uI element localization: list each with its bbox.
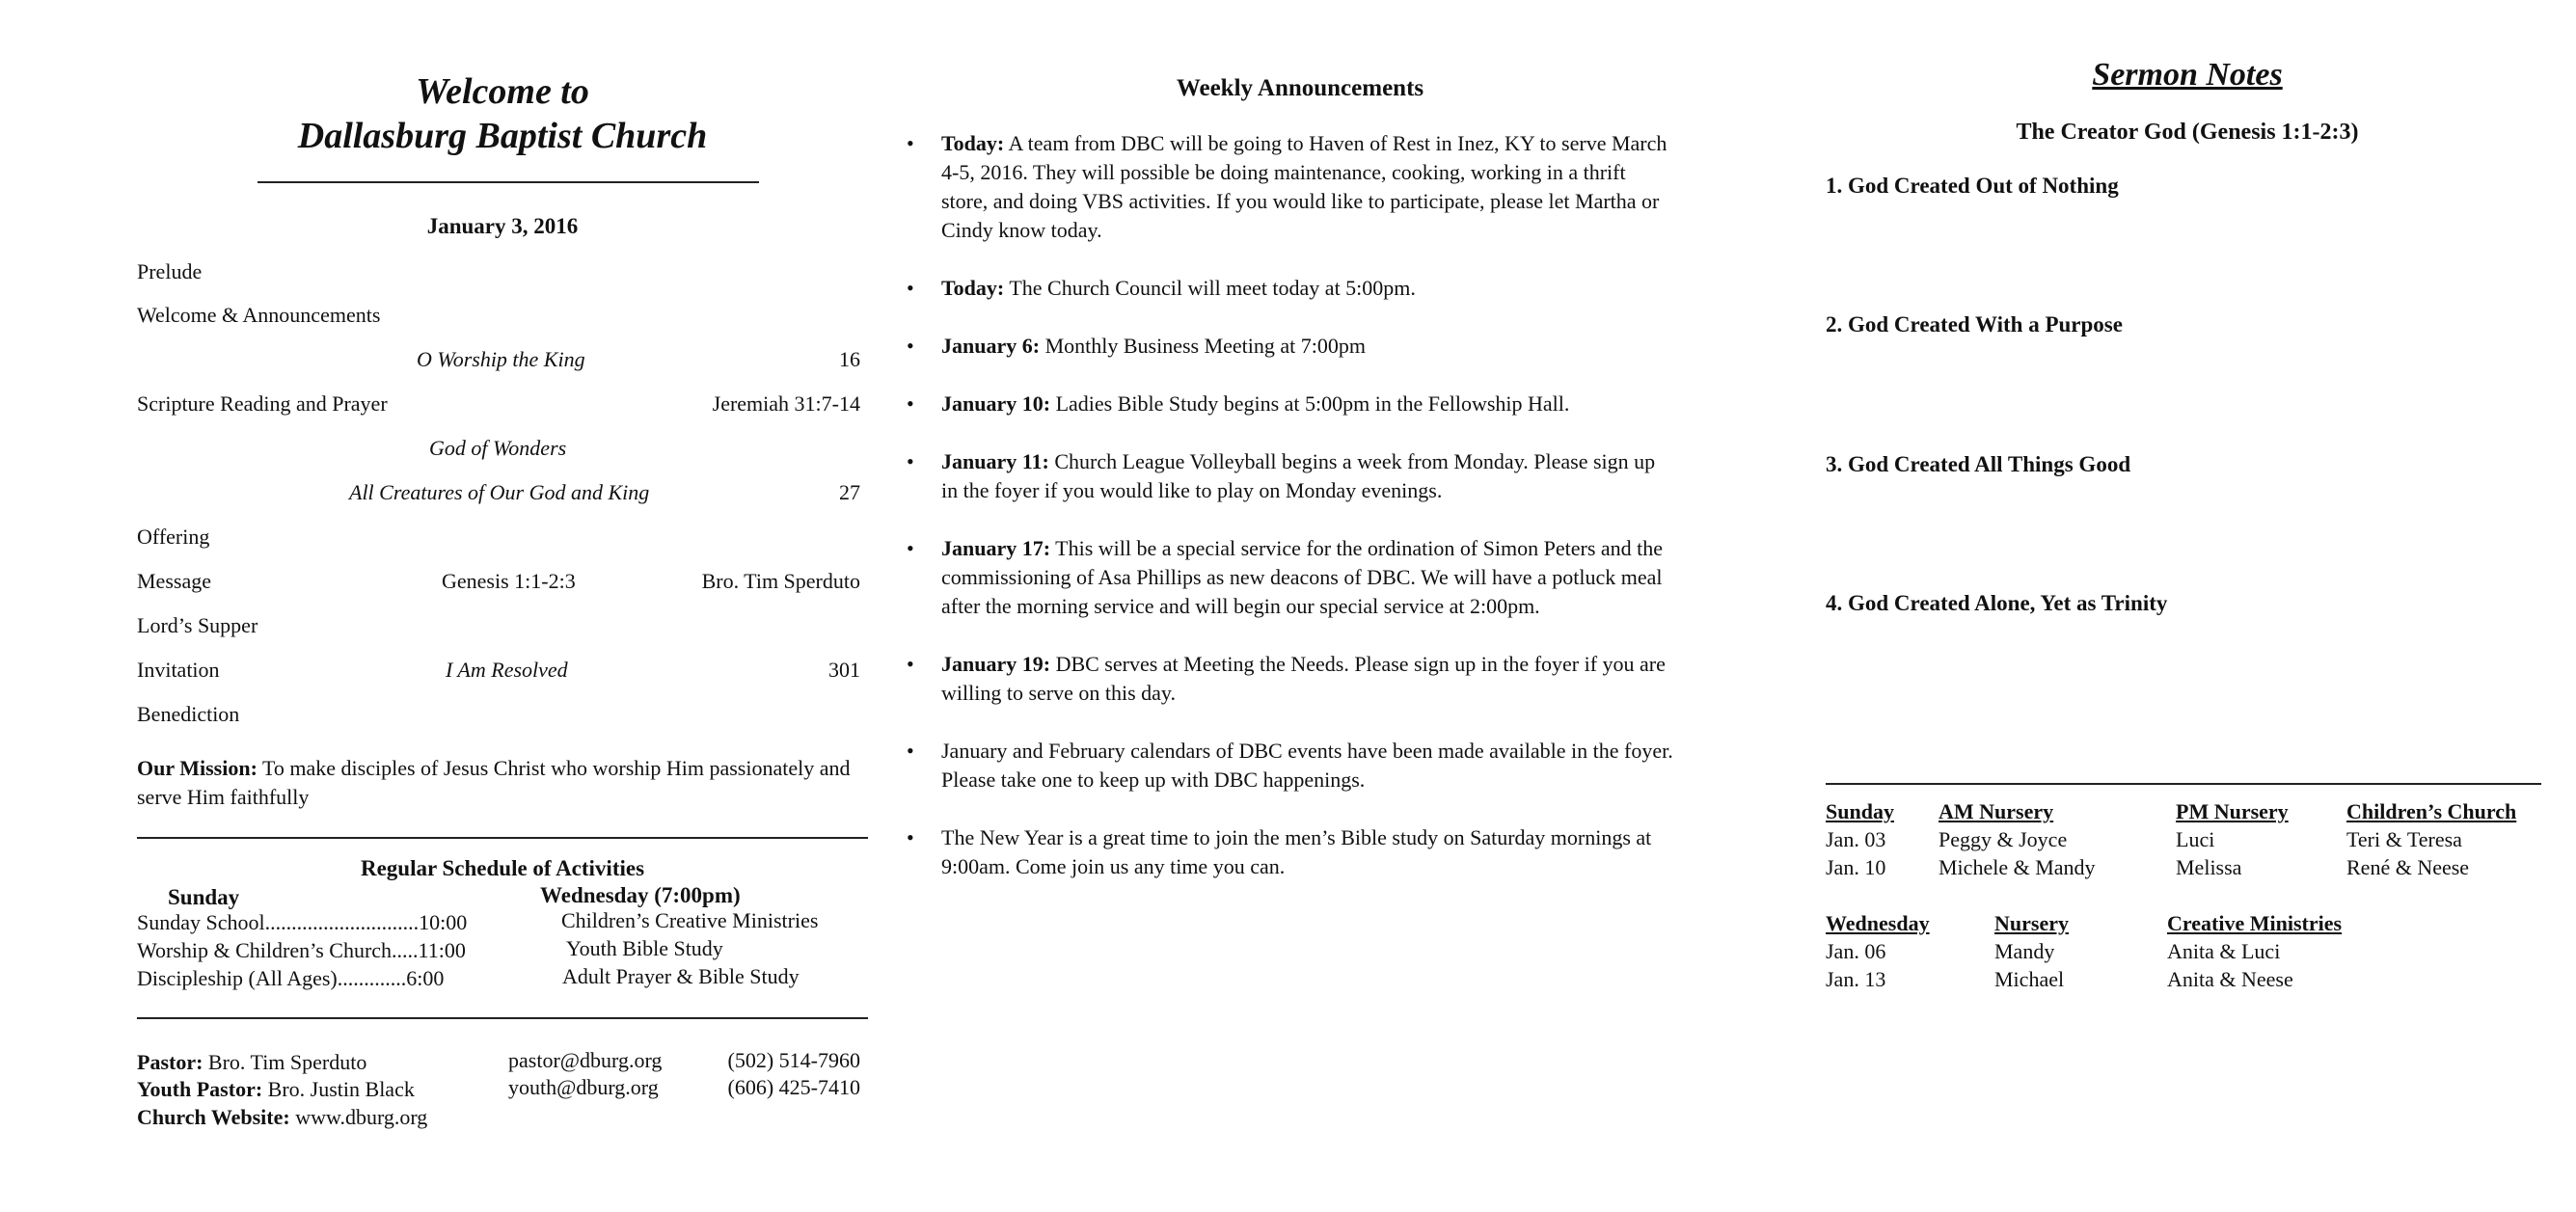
sunday-activity: Sunday School.............................10:00	[137, 910, 468, 934]
message: Message	[137, 569, 211, 593]
service-date: January 3, 2016	[426, 214, 579, 238]
schedule-title: Regular Schedule of Activities	[360, 856, 645, 880]
nursery-volunteers: Mandy	[1994, 939, 2055, 963]
announcement-item	[924, 274, 1676, 303]
wednesday-header: Wednesday (7:00pm)	[540, 883, 741, 907]
pastor-phone: (502) 514-7960	[727, 1048, 860, 1072]
section-divider	[137, 1017, 868, 1019]
sermon-point: 4. God Created Alone, Yet as Trinity	[1826, 591, 2168, 615]
announcement-text: The New Year is a great time to join the men’s Bible study on Saturday mornings at 9:00am. Come join us any time you can.	[941, 825, 1652, 878]
pm-nursery-header: PM Nursery	[2176, 799, 2289, 823]
announcement-text: Ladies Bible Study begins at 5:00pm in the Fellowship Hall.	[1050, 391, 1570, 416]
announcement-item	[924, 650, 1676, 708]
offering: Offering	[137, 525, 210, 549]
nursery-volunteers: Michael	[1994, 967, 2065, 991]
song-title: God of Wonders	[429, 436, 567, 460]
website-label: Church Website:	[137, 1105, 290, 1129]
website-line	[137, 1104, 427, 1132]
sunday-activity: Discipleship (All Ages).............6:00	[137, 966, 445, 990]
youth-pastor-line	[137, 1076, 415, 1104]
announcement-date: January 11:	[941, 449, 1049, 473]
announcement-text: This will be a special service for the ordination of Simon Peters and the commissioning of Asa Phillips as new deacons of DBC. We will have a potluck meal after the morning service and will begin our special service at 2:00pm.	[941, 536, 1664, 618]
message-reference: Genesis 1:1-2:3	[442, 569, 576, 593]
youth-pastor-phone: (606) 425-7410	[727, 1075, 860, 1099]
heading-divider	[258, 181, 759, 183]
pastor-name: Bro. Tim Sperduto	[207, 1050, 367, 1074]
announcement-text: Monthly Business Meeting at 7:00pm	[1040, 334, 1367, 358]
prelude: Prelude	[137, 259, 203, 283]
scripture-reference: Jeremiah 31:7-14	[712, 391, 860, 416]
sunday-nursery-header: Sunday	[1826, 799, 1894, 823]
nursery-volunteers: Peggy & Joyce	[1939, 827, 2068, 851]
sermon-point: 3. God Created All Things Good	[1826, 452, 2131, 476]
announcements-title: Weekly Announcements	[1176, 75, 1424, 101]
announcement-item	[924, 447, 1676, 505]
sermon-notes-title: Sermon Notes	[2092, 57, 2283, 93]
wednesday-activity: Children’s Creative Ministries	[561, 908, 819, 932]
hymn-number: 27	[839, 480, 860, 504]
am-nursery-header: AM Nursery	[1939, 799, 2054, 823]
nursery-date: Jan. 13	[1826, 967, 1886, 991]
mission-label: Our Mission:	[137, 756, 258, 780]
song-title: All Creatures of Our God and King	[349, 480, 650, 504]
welcome-heading	[137, 69, 868, 158]
announcement-item	[924, 390, 1676, 418]
nursery-volunteers: Luci	[2176, 827, 2215, 851]
nursery-date: Jan. 10	[1826, 855, 1886, 879]
announcement-item	[924, 737, 1676, 795]
youth-pastor-email: youth@dburg.org	[508, 1075, 659, 1099]
sermon-point: 1. God Created Out of Nothing	[1826, 174, 2119, 198]
pastor-email: pastor@dburg.org	[508, 1048, 663, 1072]
youth-pastor-name: Bro. Justin Black	[267, 1077, 415, 1101]
pastor-label: Pastor:	[137, 1050, 203, 1074]
wednesday-activity: Youth Bible Study	[566, 936, 723, 960]
hymn-number: 301	[828, 658, 860, 682]
youth-pastor-label: Youth Pastor:	[137, 1077, 263, 1101]
announcement-date: January 19:	[941, 652, 1051, 676]
sermon-point: 2. God Created With a Purpose	[1826, 312, 2123, 337]
announcement-date: Today:	[941, 131, 1005, 155]
benediction: Benediction	[137, 702, 240, 726]
announcement-text: January and February calendars of DBC events have been made available in the foyer. Please take one to keep up with DBC happenings.	[941, 739, 1673, 792]
announcement-item	[924, 129, 1676, 245]
welcome-line-1: Welcome to	[416, 71, 589, 112]
announcement-item	[924, 823, 1676, 881]
nursery-volunteers: Anita & Neese	[2167, 967, 2293, 991]
scripture-reading: Scripture Reading and Prayer	[137, 391, 388, 416]
announcement-item	[924, 332, 1676, 361]
announcement-text: The Church Council will meet today at 5:00pm.	[1004, 276, 1416, 300]
lords-supper: Lord’s Supper	[137, 613, 258, 637]
nursery-volunteers: René & Neese	[2346, 855, 2470, 879]
nursery-volunteers: Melissa	[2176, 855, 2242, 879]
invitation: Invitation	[137, 658, 220, 682]
announcement-list	[924, 129, 1676, 881]
nursery-divider	[1826, 783, 2541, 785]
welcome-announcements: Welcome & Announcements	[137, 303, 381, 327]
nursery-volunteers: Michele & Mandy	[1939, 855, 2096, 879]
mission-text: To make disciples of Jesus Christ who worship Him passionately and serve Him faithfully	[137, 756, 851, 809]
nursery-volunteers: Teri & Teresa	[2346, 827, 2462, 851]
announcement-text: Church League Volleyball begins a week from Monday. Please sign up in the foyer if you would like to play on Monday evenings.	[941, 449, 1656, 502]
website: www.dburg.org	[295, 1105, 428, 1129]
hymn-number: 16	[839, 347, 860, 371]
announcement-date: Today:	[941, 276, 1005, 300]
nursery-date: Jan. 06	[1826, 939, 1886, 963]
announcement-date: January 10:	[941, 391, 1051, 416]
wednesday-nursery-header: Wednesday	[1826, 911, 1930, 935]
invitation-hymn: I Am Resolved	[446, 658, 568, 682]
section-divider	[137, 837, 868, 839]
creative-ministries-header: Creative Ministries	[2167, 911, 2343, 935]
childrens-church-header: Children’s Church	[2346, 799, 2517, 823]
announcement-text: A team from DBC will be going to Haven of Rest in Inez, KY to serve March 4-5, 2016. They will possible be doing maintenance, cooking, working in a thrift store, and doing VBS activities. If you would like to participate, please let Martha or Cindy know today.	[941, 131, 1668, 242]
wednesday-activity: Adult Prayer & Bible Study	[562, 964, 800, 988]
announcement-date: January 6:	[941, 334, 1041, 358]
mission-statement	[137, 754, 851, 812]
song-title: O Worship the King	[417, 347, 585, 371]
message-speaker: Bro. Tim Sperduto	[701, 569, 860, 593]
nursery-header: Nursery	[1994, 911, 2069, 935]
sunday-activity: Worship & Children’s Church.....11:00	[137, 938, 466, 962]
nursery-date: Jan. 03	[1826, 827, 1886, 851]
church-name: Dallasburg Baptist Church	[297, 116, 708, 156]
pastor-line	[137, 1049, 366, 1077]
sermon-subtitle: The Creator God (Genesis 1:1-2:3)	[2016, 120, 2359, 145]
announcement-item	[924, 534, 1676, 621]
announcement-date: January 17:	[941, 536, 1051, 560]
announcement-text: DBC serves at Meeting the Needs. Please sign up in the foyer if you are willing to serve on this day.	[941, 652, 1666, 705]
nursery-volunteers: Anita & Luci	[2167, 939, 2281, 963]
sunday-header: Sunday	[168, 885, 240, 909]
